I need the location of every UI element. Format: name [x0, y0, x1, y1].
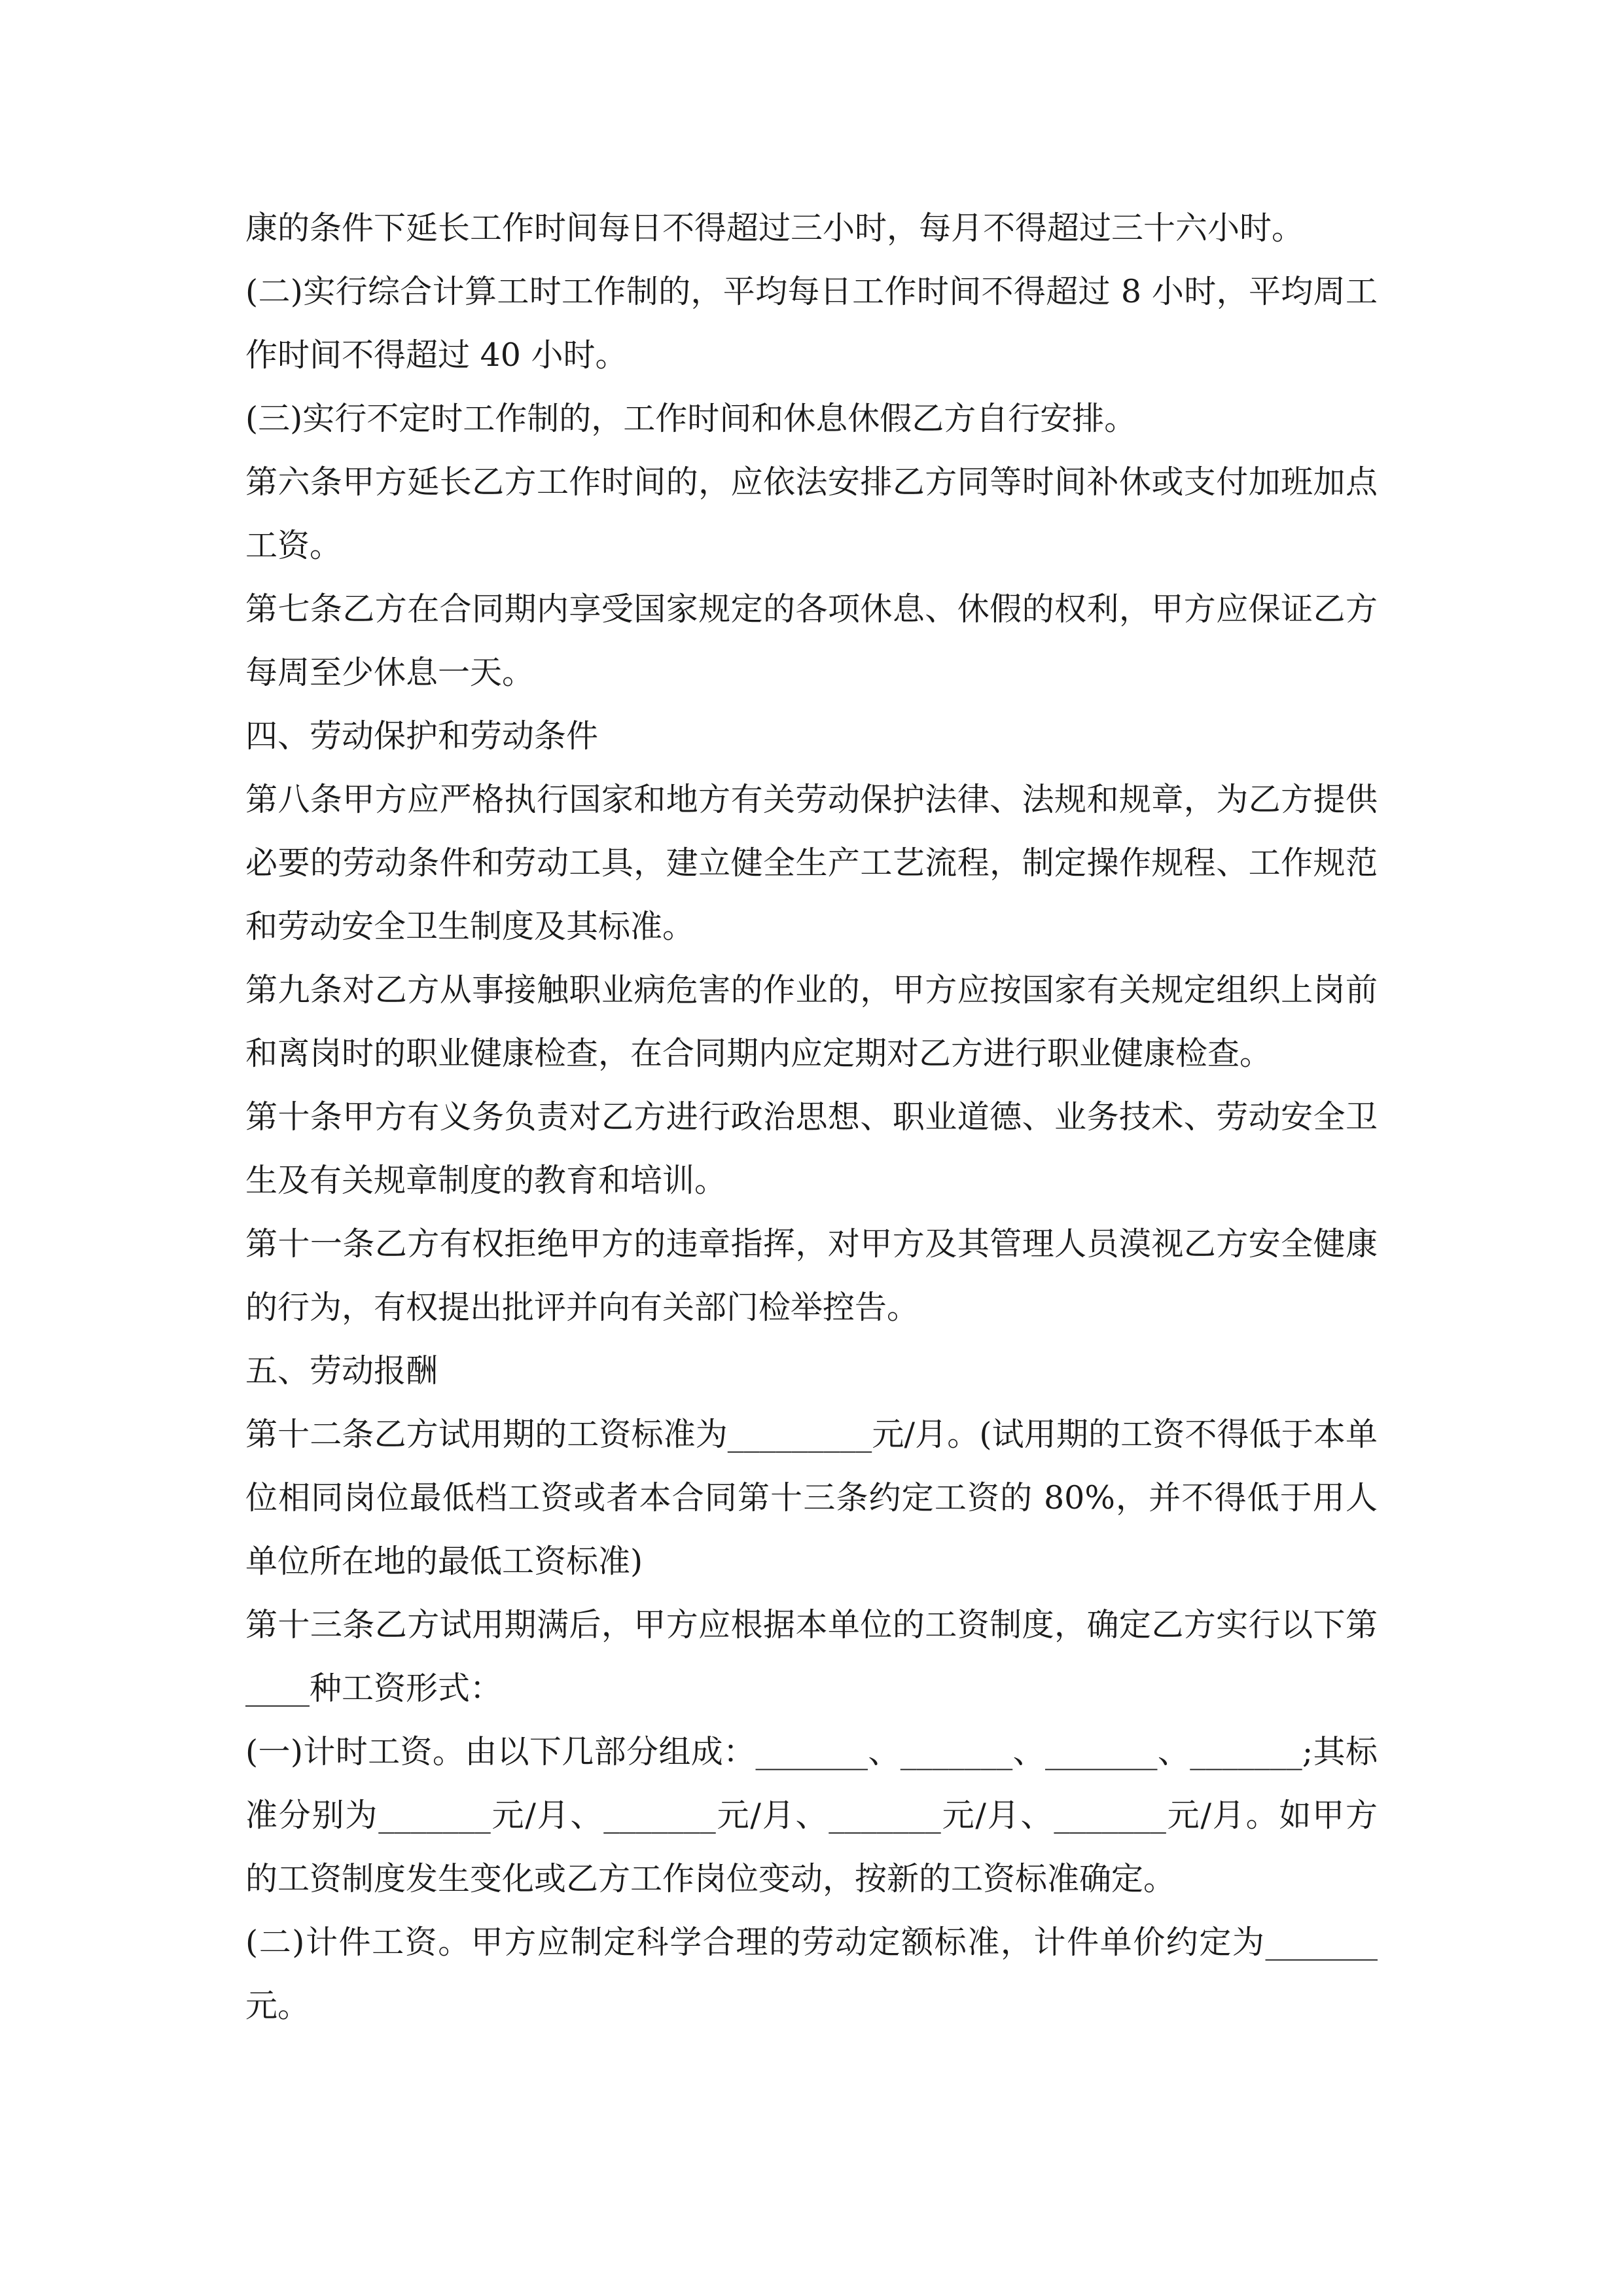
- document-body: [245, 196, 1378, 2037]
- paragraph: 第十三条乙方试用期满后，甲方应根据本单位的工资制度，确定乙方实行以下第____种工资形式：: [245, 1606, 1378, 1707]
- paragraph: (三)实行不定时工作制的，工作时间和休息休假乙方自行安排。: [245, 400, 1137, 437]
- paragraph: (二)实行综合计算工时工作制的，平均每日工作时间不得超过 8 小时，平均周工作时间不得超过 40 小时。: [245, 273, 1378, 374]
- paragraph: 第六条甲方延长乙方工作时间的，应依法安排乙方同等时间补休或支付加班加点工资。: [245, 463, 1378, 564]
- paragraph: 康的条件下延长工作时间每日不得超过三小时，每月不得超过三十六小时。: [245, 209, 1304, 247]
- paragraph: (二)计件工资。甲方应制定科学合理的劳动定额标准，计件单价约定为_______元。: [245, 1924, 1378, 2024]
- paragraph: 第十二条乙方试用期的工资标准为_________元/月。(试用期的工资不得低于本单位相同岗位最低档工资或者本合同第十三条约定工资的 80%，并不得低于用人单位所在地的最低工资标准): [245, 1416, 1378, 1580]
- section-heading: 四、劳动保护和劳动条件: [245, 717, 599, 755]
- paragraph: (一)计时工资。由以下几部分组成：_______、_______、_______、_______;其标准分别为_______元/月、_______元/月、_______元/月、_______元/月。如甲方的工资制度发生变化或乙方工作岗位变动，按新的工资标准确定。: [245, 1733, 1378, 1897]
- paragraph: 第八条甲方应严格执行国家和地方有关劳动保护法律、法规和规章，为乙方提供必要的劳动条件和劳动工具，建立健全生产工艺流程，制定操作规程、工作规范和劳动安全卫生制度及其标准。: [245, 781, 1378, 945]
- paragraph: 第十条甲方有义务负责对乙方进行政治思想、职业道德、业务技术、劳动安全卫生及有关规章制度的教育和培训。: [245, 1098, 1378, 1199]
- section-heading: 五、劳动报酬: [245, 1352, 438, 1390]
- paragraph: 第九条对乙方从事接触职业病危害的作业的，甲方应按国家有关规定组织上岗前和离岗时的职业健康检查，在合同期内应定期对乙方进行职业健康检查。: [245, 971, 1378, 1072]
- paragraph: 第七条乙方在合同期内享受国家规定的各项休息、休假的权利，甲方应保证乙方每周至少休息一天。: [245, 590, 1378, 691]
- paragraph: 第十一条乙方有权拒绝甲方的违章指挥，对甲方及其管理人员漠视乙方安全健康的行为，有权提出批评并向有关部门检举控告。: [245, 1225, 1378, 1326]
